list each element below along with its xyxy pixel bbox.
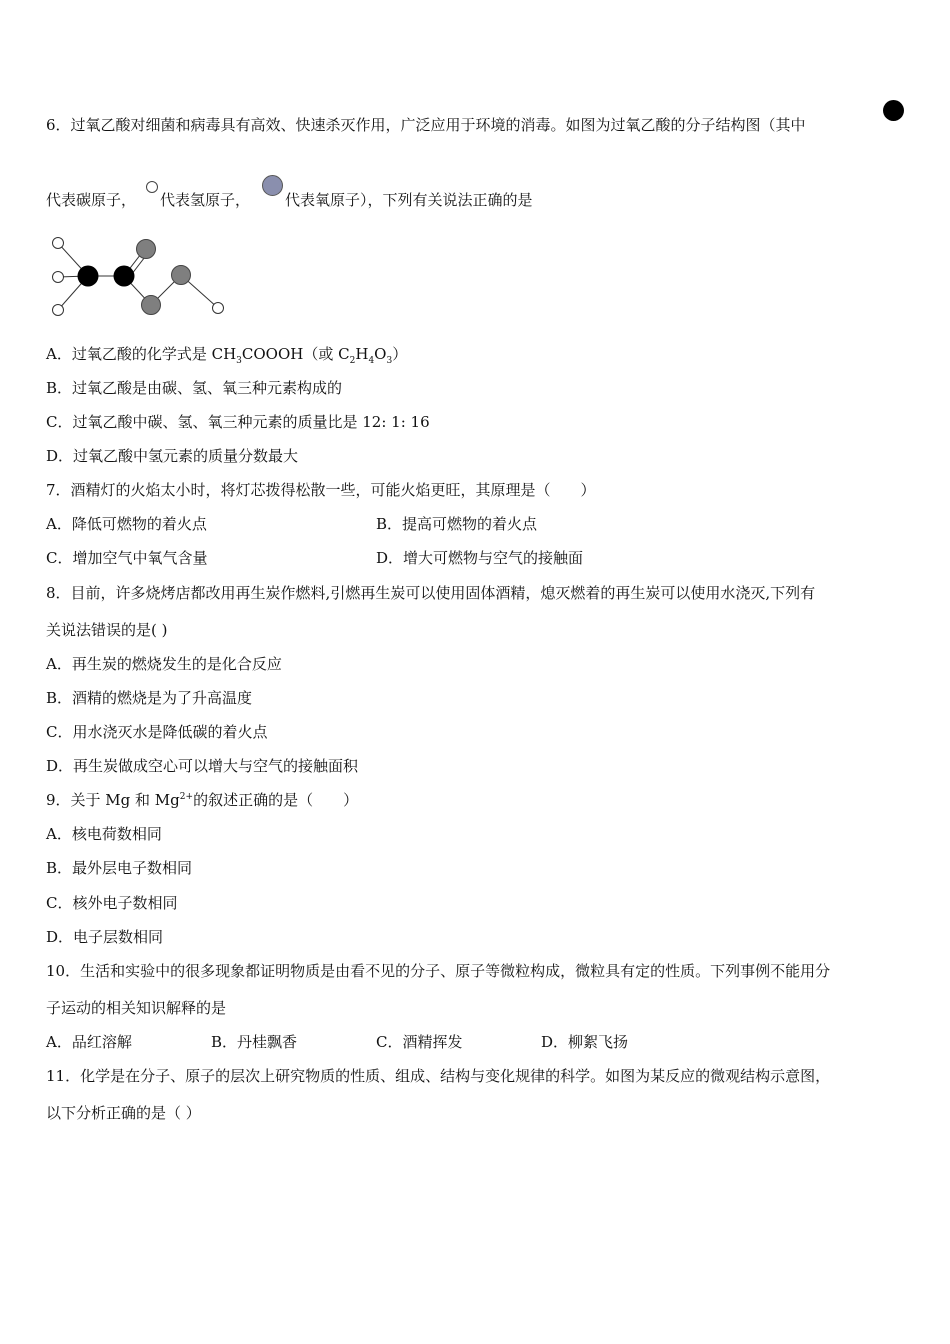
peracetic-acid-molecule-diagram xyxy=(40,228,240,328)
q6-stem-line2 xyxy=(46,190,136,210)
q10-option-d[interactable]: D．柳絮飞扬 xyxy=(541,1033,629,1051)
q8-option-a[interactable]: A．再生炭的燃烧发生的是化合反应 xyxy=(46,655,282,673)
carbon-atom-icon xyxy=(883,100,904,121)
legend-oxygen-text: 代表氧原子），下列有关说法正确的是 xyxy=(285,191,533,209)
q6-legend-oxygen xyxy=(285,190,533,210)
q9-option-d[interactable]: D．电子层数相同 xyxy=(46,928,164,946)
q9-option-a[interactable]: A．核电荷数相同 xyxy=(46,825,162,843)
hydrogen-atom-3 xyxy=(53,305,64,316)
q10-stem-line2: 子运动的相关知识解释的是 xyxy=(46,999,227,1017)
q6-option-c[interactable]: C．过氧乙酸中碳、氢、氧三种元素的质量比是 12: 1: 16 xyxy=(46,413,430,431)
q11-stem-line2: 以下分析正确的是（ ） xyxy=(46,1104,201,1122)
hydrogen-atom-1 xyxy=(53,238,64,249)
q6-stem-line1 xyxy=(46,115,806,135)
q6-option-d[interactable]: D．过氧乙酸中氢元素的质量分数最大 xyxy=(46,447,299,465)
q7-option-a[interactable]: A．降低可燃物的着火点 xyxy=(46,515,207,533)
q9-stem: 9．关于 Mg 和 $Mg^{2+}$的叙述正确的是（ ） xyxy=(46,791,359,809)
hydrogen-atom-icon xyxy=(146,181,158,193)
q7-stem: 7．酒精灯的火焰太小时，将灯芯拨得松散一些，可能火焰更旺，其原理是（ ） xyxy=(46,481,596,499)
q10-option-a[interactable]: A．品红溶解 xyxy=(46,1033,132,1051)
oxygen-atom-icon xyxy=(262,175,283,196)
q8-stem-line2: 关说法错误的是( ) xyxy=(46,621,168,639)
q8-option-b[interactable]: B．酒精的燃烧是为了升高温度 xyxy=(46,689,253,707)
q7-option-d[interactable]: D．增大可燃物与空气的接触面 xyxy=(376,549,584,567)
q6-option-a[interactable]: A．过氧乙酸的化学式是 $CH_3COOOH$（或 $C_2H_4O_3$） xyxy=(46,345,408,366)
carbon-atom-1 xyxy=(78,266,99,287)
legend-hydrogen-text: 代表氢原子， xyxy=(160,191,251,209)
q6-legend-hydrogen xyxy=(160,190,250,210)
oxygen-atom-2 xyxy=(142,296,161,315)
hydrogen-atom-4 xyxy=(213,303,224,314)
q9-option-c[interactable]: C．核外电子数相同 xyxy=(46,894,178,912)
legend-carbon-text: 代表碳原子， xyxy=(46,191,137,209)
q10-option-b[interactable]: B．丹桂飘香 xyxy=(211,1033,298,1051)
oxygen-atom-1 xyxy=(137,240,156,259)
oxygen-atom-3 xyxy=(172,266,191,285)
q6-stem-text: 6．过氧乙酸对细菌和病毒具有高效、快速杀灭作用，广泛应用于环境的消毒。如图为过氧乙酸的分子结构图（其中 xyxy=(46,116,806,134)
q11-stem-line1: 11．化学是在分子、原子的层次上研究物质的性质、组成、结构与变化规律的科学。如图为某反应的微观结构示意图， xyxy=(46,1067,831,1085)
q9-option-b[interactable]: B．最外层电子数相同 xyxy=(46,859,193,877)
q7-option-b[interactable]: B．提高可燃物的着火点 xyxy=(376,515,538,533)
carbon-atom-2 xyxy=(114,266,135,287)
q8-option-d[interactable]: D．再生炭做成空心可以增大与空气的接触面积 xyxy=(46,757,359,775)
q7-option-c[interactable]: C．增加空气中氧气含量 xyxy=(46,549,208,567)
q10-option-c[interactable]: C．酒精挥发 xyxy=(376,1033,463,1051)
q10-stem-line1: 10．生活和实验中的很多现象都证明物质是由看不见的分子、原子等微粒构成，微粒具有定的性质。下列事例不能用分 xyxy=(46,962,831,980)
hydrogen-atom-2 xyxy=(53,272,64,283)
q6-option-b[interactable]: B．过氧乙酸是由碳、氢、氧三种元素构成的 xyxy=(46,379,343,397)
q8-option-c[interactable]: C．用水浇灭水是降低碳的着火点 xyxy=(46,723,268,741)
q8-stem-line1: 8．目前，许多烧烤店都改用再生炭作燃料,引燃再生炭可以使用固体酒精，熄灭燃着的再生炭可以使用水浇灭,下列有 xyxy=(46,584,816,602)
